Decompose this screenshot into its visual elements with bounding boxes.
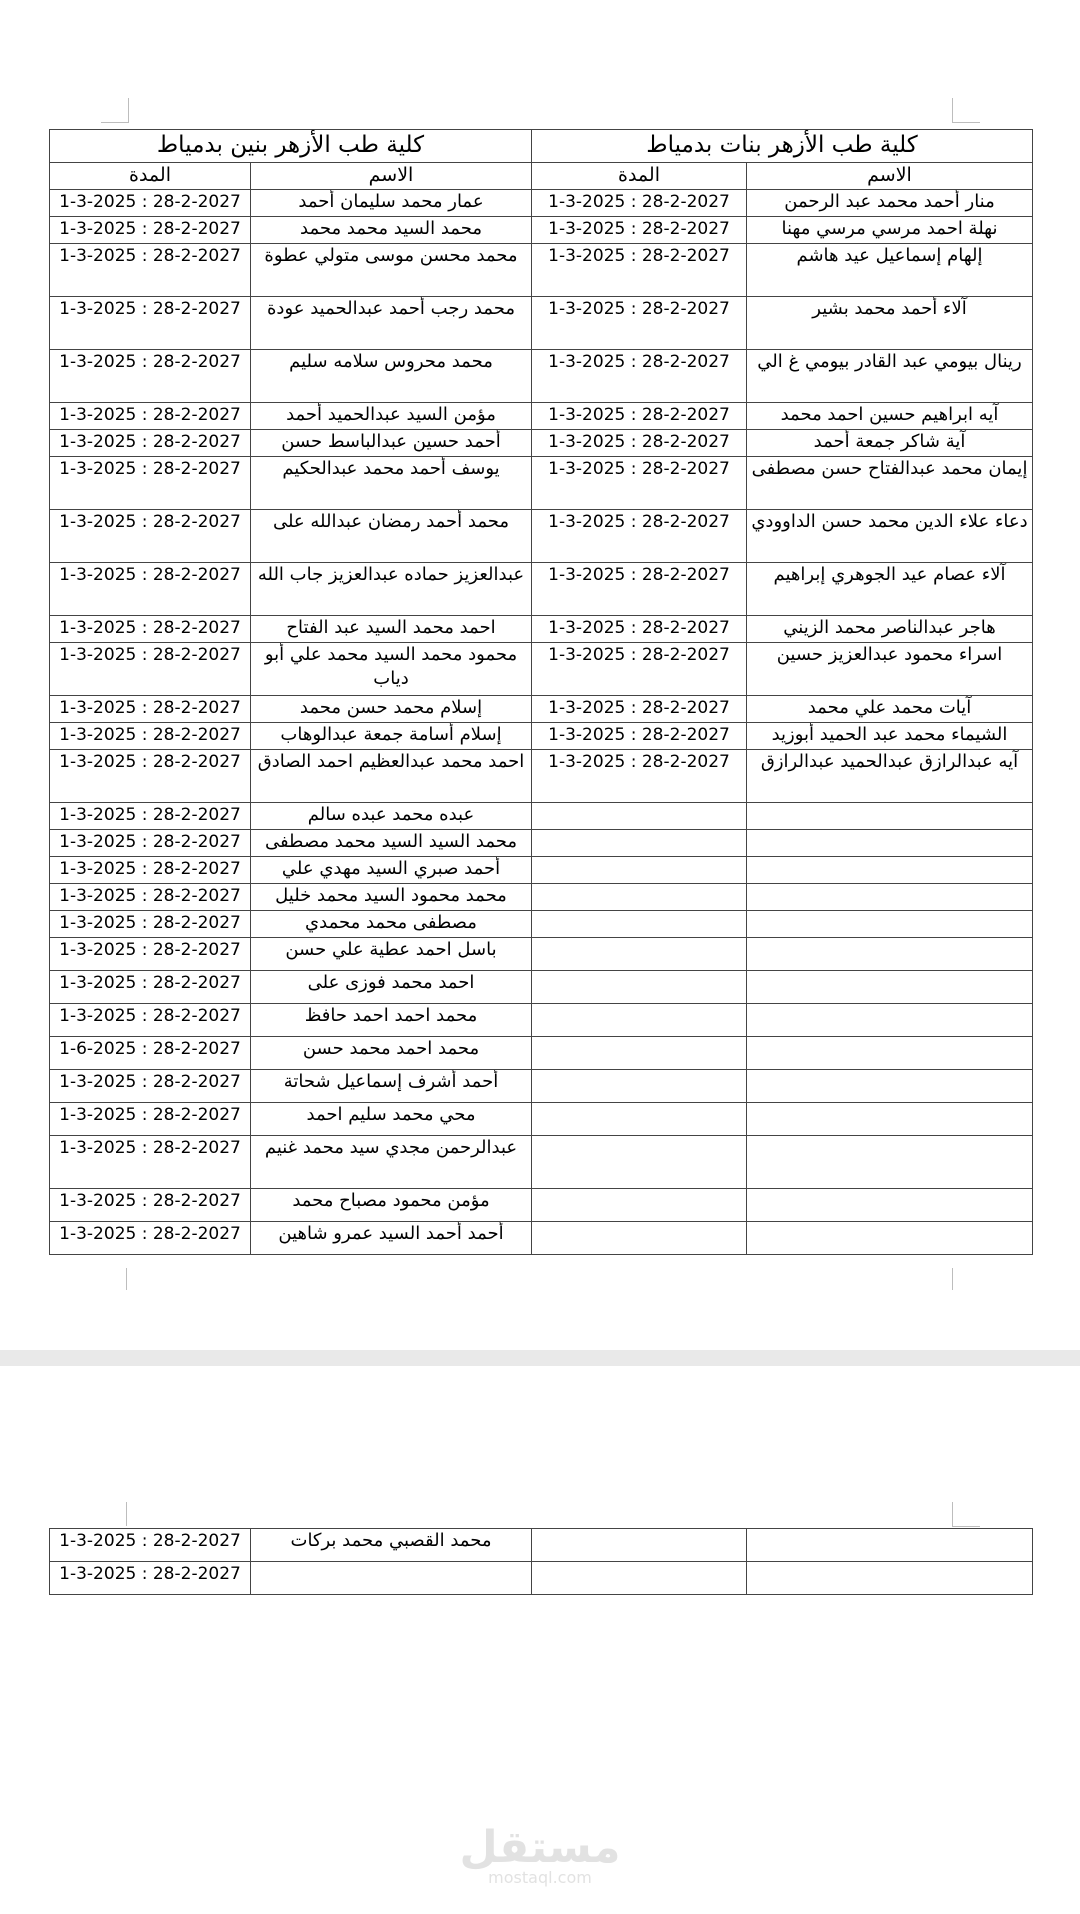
table-row (50, 750, 1033, 803)
corner-mark-top-right (952, 1502, 980, 1527)
table-row (50, 1222, 1033, 1255)
boys-name-cell: محمود محمد السيد محمد علي أبو دياب (251, 643, 532, 696)
corner-mark-top-left (101, 98, 129, 123)
boys-duration-cell: 1-3-2025 : 28-2-2027 (50, 938, 251, 971)
boys-name-cell: محمد احمد احمد حافظ (251, 1004, 532, 1037)
girls-duration-cell (532, 1070, 747, 1103)
girls-duration-cell: 1-3-2025 : 28-2-2027 (532, 430, 747, 457)
table-row (50, 1004, 1033, 1037)
table-row (50, 430, 1033, 457)
boys-duration-cell: 1-3-2025 : 28-2-2027 (50, 403, 251, 430)
girls-name-cell: رينال بيومي عبد القادر بيومي غ الي (747, 350, 1033, 403)
boys-name-cell: أحمد حسين عبدالباسط حسن (251, 430, 532, 457)
table-row (50, 244, 1033, 297)
boys-duration-cell: 1-3-2025 : 28-2-2027 (50, 857, 251, 884)
boys-name-cell: احمد محمد فوزى على (251, 971, 532, 1004)
boys-name-cell: محمد أحمد رمضان عبدالله على (251, 510, 532, 563)
girls-name-cell (747, 938, 1033, 971)
girls-name-cell (747, 1070, 1033, 1103)
boys-name-cell: مؤمن محمود مصباح محمد (251, 1189, 532, 1222)
girls-duration-cell (532, 1004, 747, 1037)
table-row (50, 884, 1033, 911)
boys-duration-cell: 1-3-2025 : 28-2-2027 (50, 510, 251, 563)
girls-name-cell (747, 1037, 1033, 1070)
girls-faculty-title: كلية طب الأزهر بنات بدمياط (532, 130, 1033, 163)
table-row (50, 1103, 1033, 1136)
girls-name-cell: إلهام إسماعيل عيد هاشم (747, 244, 1033, 297)
girls-duration-cell (532, 1562, 747, 1595)
girls-name-cell (747, 1103, 1033, 1136)
boys-name-cell: محمد السيد محمد محمد (251, 217, 532, 244)
boys-duration-cell: 1-3-2025 : 28-2-2027 (50, 350, 251, 403)
table-row (50, 190, 1033, 217)
table-row (50, 971, 1033, 1004)
girls-name-cell (747, 857, 1033, 884)
girls-duration-cell: 1-3-2025 : 28-2-2027 (532, 643, 747, 696)
boys-duration-cell: 1-3-2025 : 28-2-2027 (50, 723, 251, 750)
girls-duration-cell (532, 1037, 747, 1070)
boys-duration-cell: 1-3-2025 : 28-2-2027 (50, 971, 251, 1004)
boys-name-cell (251, 1562, 532, 1595)
boys-duration-cell: 1-3-2025 : 28-2-2027 (50, 457, 251, 510)
table-row (50, 857, 1033, 884)
girls-duration-cell: 1-3-2025 : 28-2-2027 (532, 190, 747, 217)
table-row (50, 217, 1033, 244)
boys-name-cell: محمد القصبي محمد بركات (251, 1529, 532, 1562)
boys-duration-cell: 1-3-2025 : 28-2-2027 (50, 643, 251, 696)
table-row (50, 830, 1033, 857)
girls-name-header: الاسم (747, 163, 1033, 190)
boys-duration-cell: 1-3-2025 : 28-2-2027 (50, 244, 251, 297)
girls-name-cell: هاجر عبدالناصر محمد الزيني (747, 616, 1033, 643)
table-row (50, 563, 1033, 616)
boys-duration-cell: 1-3-2025 : 28-2-2027 (50, 1222, 251, 1255)
table-row (50, 1562, 1033, 1595)
table-row (50, 723, 1033, 750)
boys-duration-cell: 1-3-2025 : 28-2-2027 (50, 1004, 251, 1037)
girls-duration-cell: 1-3-2025 : 28-2-2027 (532, 403, 747, 430)
boys-duration-cell: 1-3-2025 : 28-2-2027 (50, 616, 251, 643)
watermark-logo-arabic: مستقل (459, 1822, 621, 1873)
girls-name-cell: دعاء علاء الدين محمد حسن الداوودي (747, 510, 1033, 563)
girls-duration-cell (532, 971, 747, 1004)
table-row (50, 1136, 1033, 1189)
girls-duration-cell (532, 830, 747, 857)
boys-name-cell: أحمد أشرف إسماعيل شحاتة (251, 1070, 532, 1103)
girls-name-cell: آيات محمد علي محمد (747, 696, 1033, 723)
girls-duration-cell (532, 911, 747, 938)
girls-duration-cell (532, 884, 747, 911)
table-row (50, 938, 1033, 971)
page-separator (0, 1350, 1080, 1366)
boys-name-cell: عبدالعزيز حماده عبدالعزيز جاب الله (251, 563, 532, 616)
girls-duration-cell (532, 857, 747, 884)
girls-name-cell: آلاء أحمد محمد بشير (747, 297, 1033, 350)
boys-name-cell: محمد محروس سلامه سليم (251, 350, 532, 403)
girls-duration-cell (532, 1189, 747, 1222)
boys-faculty-title: كلية طب الأزهر بنين بدمياط (50, 130, 532, 163)
boys-duration-cell: 1-3-2025 : 28-2-2027 (50, 830, 251, 857)
boys-duration-cell: 1-3-2025 : 28-2-2027 (50, 1070, 251, 1103)
girls-name-cell: نهلة احمد مرسي مرسي مهنا (747, 217, 1033, 244)
girls-name-cell: آيه ابراهيم حسين احمد محمد (747, 403, 1033, 430)
boys-name-cell: إسلام محمد حسن محمد (251, 696, 532, 723)
boys-name-cell: مؤمن السيد عبدالحميد أحمد (251, 403, 532, 430)
girls-name-cell (747, 1529, 1033, 1562)
table-header-row (50, 163, 1033, 190)
girls-name-cell: إيمان محمد عبدالفتاح حسن مصطفى (747, 457, 1033, 510)
girls-duration-cell: 1-3-2025 : 28-2-2027 (532, 563, 747, 616)
table-row (50, 297, 1033, 350)
girls-duration-cell: 1-3-2025 : 28-2-2027 (532, 750, 747, 803)
girls-name-cell (747, 803, 1033, 830)
girls-duration-cell: 1-3-2025 : 28-2-2027 (532, 696, 747, 723)
boys-name-cell: أحمد أحمد السيد عمرو شاهين (251, 1222, 532, 1255)
table-row (50, 403, 1033, 430)
table-title-row (50, 130, 1033, 163)
corner-mark-top-right (952, 98, 980, 123)
table-row (50, 1037, 1033, 1070)
girls-name-cell (747, 1136, 1033, 1189)
girls-name-cell: آلاء عصام عيد الجوهري إبراهيم (747, 563, 1033, 616)
boys-duration-cell: 1-6-2025 : 28-2-2027 (50, 1037, 251, 1070)
table-row (50, 803, 1033, 830)
girls-duration-cell: 1-3-2025 : 28-2-2027 (532, 297, 747, 350)
table-row (50, 1529, 1033, 1562)
girls-name-cell: آية شاكر جمعة أحمد (747, 430, 1033, 457)
table-row (50, 696, 1033, 723)
girls-name-cell (747, 830, 1033, 857)
boys-name-cell: محمد محمود السيد محمد خليل (251, 884, 532, 911)
boys-name-cell: باسل احمد عطية علي حسن (251, 938, 532, 971)
girls-duration-header: المدة (532, 163, 747, 190)
girls-duration-cell: 1-3-2025 : 28-2-2027 (532, 217, 747, 244)
table-row (50, 1189, 1033, 1222)
boys-name-header: الاسم (251, 163, 532, 190)
girls-duration-cell: 1-3-2025 : 28-2-2027 (532, 723, 747, 750)
girls-duration-cell: 1-3-2025 : 28-2-2027 (532, 457, 747, 510)
girls-name-cell (747, 1189, 1033, 1222)
girls-name-cell: منار أحمد محمد عبد الرحمن (747, 190, 1033, 217)
faculty-table-body (50, 130, 1033, 1255)
boys-duration-cell: 1-3-2025 : 28-2-2027 (50, 884, 251, 911)
boys-duration-cell: 1-3-2025 : 28-2-2027 (50, 803, 251, 830)
boys-duration-header: المدة (50, 163, 251, 190)
table-row (50, 911, 1033, 938)
girls-name-cell (747, 1562, 1033, 1595)
girls-duration-cell (532, 1136, 747, 1189)
watermark-url: mostaql.com (488, 1868, 592, 1887)
boys-name-cell: محمد محسن موسى متولي عطوة (251, 244, 532, 297)
girls-name-cell (747, 1004, 1033, 1037)
corner-mark-top-left (126, 1502, 128, 1526)
boys-duration-cell: 1-3-2025 : 28-2-2027 (50, 750, 251, 803)
boys-duration-cell: 1-3-2025 : 28-2-2027 (50, 190, 251, 217)
girls-duration-cell (532, 1222, 747, 1255)
table-row (50, 510, 1033, 563)
girls-duration-cell: 1-3-2025 : 28-2-2027 (532, 510, 747, 563)
boys-duration-cell: 1-3-2025 : 28-2-2027 (50, 1189, 251, 1222)
girls-duration-cell: 1-3-2025 : 28-2-2027 (532, 350, 747, 403)
girls-duration-cell (532, 1103, 747, 1136)
boys-duration-cell: 1-3-2025 : 28-2-2027 (50, 1562, 251, 1595)
corner-mark-bottom-left (126, 1268, 128, 1290)
girls-name-cell (747, 971, 1033, 1004)
girls-duration-cell (532, 803, 747, 830)
boys-name-cell: عبدالرحمن مجدي سيد محمد غنيم (251, 1136, 532, 1189)
girls-duration-cell: 1-3-2025 : 28-2-2027 (532, 244, 747, 297)
boys-name-cell: محي محمد سليم احمد (251, 1103, 532, 1136)
boys-name-cell: محمد رجب أحمد عبدالحميد عودة (251, 297, 532, 350)
boys-duration-cell: 1-3-2025 : 28-2-2027 (50, 1103, 251, 1136)
table-row (50, 643, 1033, 696)
boys-name-cell: محمد احمد محمد حسن (251, 1037, 532, 1070)
girls-name-cell: اسراء محمود عبدالعزيز حسين (747, 643, 1033, 696)
table-row (50, 616, 1033, 643)
girls-name-cell (747, 884, 1033, 911)
boys-name-cell: عبده محمد عبده سالم (251, 803, 532, 830)
boys-name-cell: احمد محمد عبدالعظيم احمد الصادق (251, 750, 532, 803)
girls-name-cell: آيه عبدالرازق عبدالحميد عبدالرازق (747, 750, 1033, 803)
boys-duration-cell: 1-3-2025 : 28-2-2027 (50, 911, 251, 938)
table-row (50, 457, 1033, 510)
boys-duration-cell: 1-3-2025 : 28-2-2027 (50, 563, 251, 616)
boys-name-cell: يوسف أحمد محمد عبدالحكيم (251, 457, 532, 510)
boys-duration-cell: 1-3-2025 : 28-2-2027 (50, 430, 251, 457)
boys-duration-cell: 1-3-2025 : 28-2-2027 (50, 696, 251, 723)
boys-name-cell: أحمد صبري السيد مهدي علي (251, 857, 532, 884)
girls-name-cell: الشيماء محمد عبد الحميد أبوزيد (747, 723, 1033, 750)
girls-duration-cell: 1-3-2025 : 28-2-2027 (532, 616, 747, 643)
table-row (50, 350, 1033, 403)
boys-duration-cell: 1-3-2025 : 28-2-2027 (50, 1136, 251, 1189)
corner-mark-bottom-right (952, 1268, 954, 1290)
girls-duration-cell (532, 1529, 747, 1562)
girls-name-cell (747, 911, 1033, 938)
girls-duration-cell (532, 938, 747, 971)
faculty-table-continued-body (50, 1529, 1033, 1595)
boys-name-cell: احمد محمد السيد عبد الفتاح (251, 616, 532, 643)
boys-duration-cell: 1-3-2025 : 28-2-2027 (50, 217, 251, 244)
boys-name-cell: محمد السيد السيد محمد مصطفى (251, 830, 532, 857)
boys-name-cell: إسلام أسامة جمعة عبدالوهاب (251, 723, 532, 750)
faculty-table (49, 129, 1033, 1255)
boys-name-cell: مصطفى محمد محمدي (251, 911, 532, 938)
boys-duration-cell: 1-3-2025 : 28-2-2027 (50, 1529, 251, 1562)
boys-duration-cell: 1-3-2025 : 28-2-2027 (50, 297, 251, 350)
boys-name-cell: عمار محمد سليمان أحمد (251, 190, 532, 217)
table-row (50, 1070, 1033, 1103)
faculty-table-continued (49, 1528, 1033, 1595)
girls-name-cell (747, 1222, 1033, 1255)
